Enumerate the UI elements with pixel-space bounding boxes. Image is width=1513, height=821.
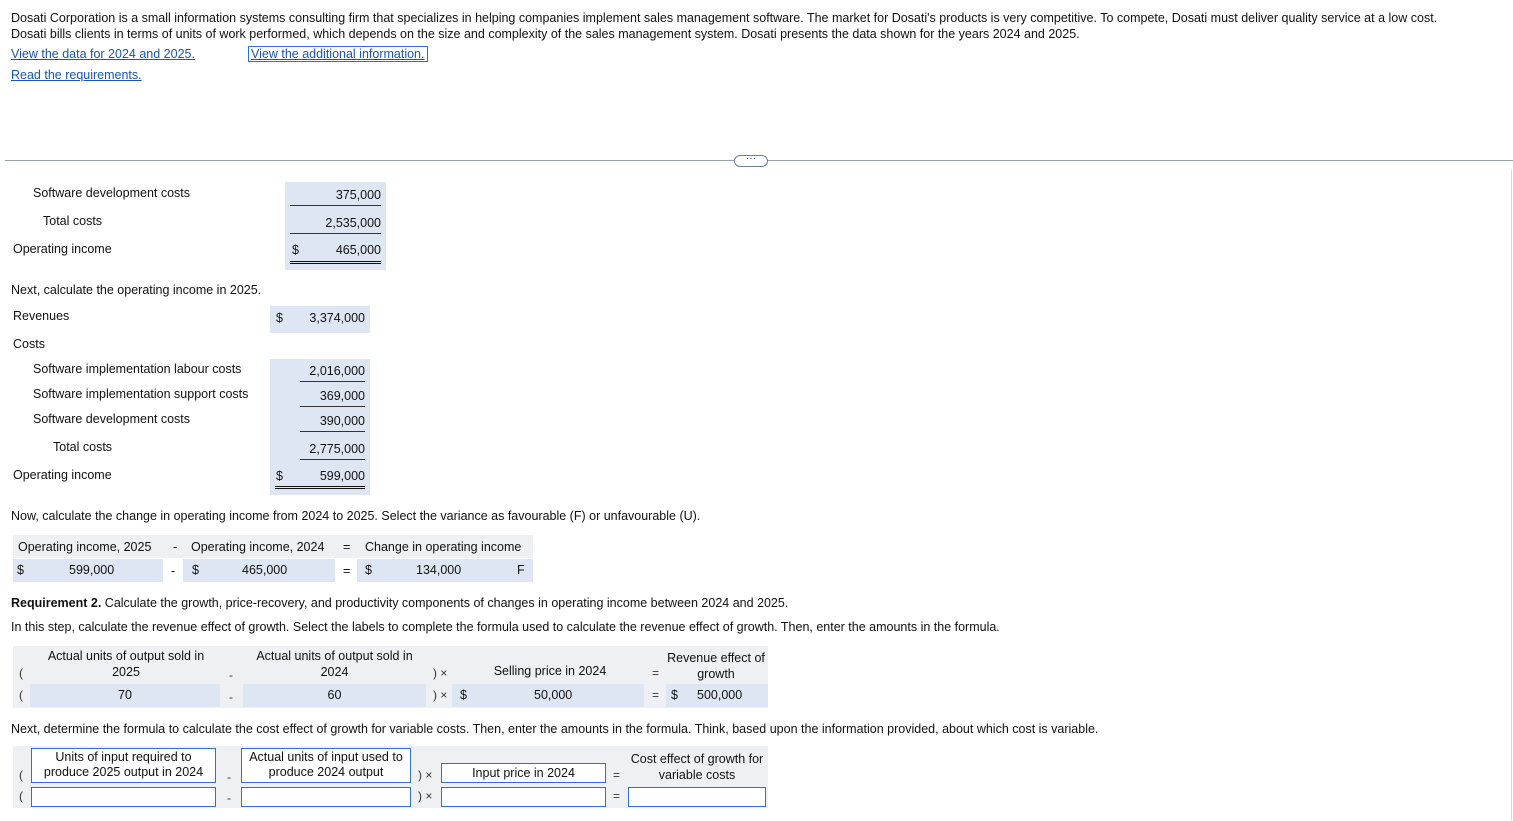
change-v2: 465,000 [242,563,288,577]
rev-v-effect: 500,000 [697,688,743,702]
y2024-dev-value: 375,000 [290,186,381,206]
rev-v-price: 50,000 [534,688,573,702]
y2025-heading: Next, calculate the operating income in 2025. [11,283,262,297]
change-result-cell [357,559,533,582]
change-variance-fu[interactable]: F [517,563,525,577]
change-cur-2: $ [192,563,199,577]
read-requirements-link[interactable]: Read the requirements. [11,68,142,82]
y2025-costs-label: Costs [13,337,45,351]
more-options-icon[interactable]: ··· [734,155,768,167]
cost-h-input-price[interactable]: Input price in 2024 [441,763,606,783]
change-oi2024-cell [183,559,335,582]
change-eq: = [343,564,351,578]
view-data-link[interactable]: View the data for 2024 and 2025. [11,47,195,61]
problem-intro [11,10,1501,42]
rev-v-times: ) × [433,688,448,702]
intro-line-2: Dosati bills clients in terms of units of work performed, which depends on the size and complexity of the sales management system. Dosati presents the data shown for the years 2024 and 2025. [11,27,1080,41]
y2024-total-label: Total costs [43,214,103,228]
rev-v-price-cell[interactable] [452,684,644,707]
rev-h-eq: = [652,666,660,680]
req2-text: Calculate the growth, price-recovery, and productivity components of changes in operating income between 2024 and 2025. [101,596,789,610]
cost-heading: Next, determine the formula to calculate the cost effect of growth for variable costs. Then, enter the amounts in the formula. Think, based upon the information provided, about which cost is variable. [11,722,1099,736]
y2025-oi-row [275,468,365,489]
change-minus: - [171,564,176,578]
cost-h-units-used[interactable]: Actual units of input used to produce 2024 output [241,748,411,783]
change-header-row [13,535,533,558]
cost-h-effect: Cost effect of growth for variable costs [630,752,764,782]
rev-h-effect: Revenue effect of growth [667,651,765,681]
change-heading: Now, calculate the change in operating income from 2024 to 2025. Select the variance as favourable (F) or unfavourable (U). [11,509,701,523]
change-cur-1: $ [17,563,24,577]
y2024-values-block [285,182,386,270]
cost-units-required-input[interactable] [31,787,216,807]
y2024-oi-value: 465,000 [335,243,381,257]
rev-open-paren: ( [19,666,23,680]
cost-input-price-input[interactable] [441,787,606,807]
rev-v-effect-currency: $ [671,688,678,702]
y2025-item-label-0: Software implementation labour costs [33,362,242,376]
y2025-oi-currency: $ [276,469,283,483]
change-h-oi2025: Operating income, 2025 [18,540,152,554]
change-oi2025-cell [13,559,163,582]
rev-h-times: ) × [433,666,448,680]
rev-v-eq: = [652,688,660,702]
rev-h-units-2025[interactable]: Actual units of output sold in 2025 [47,649,205,679]
y2024-oi-row [290,242,381,264]
y2025-revenues-block [270,306,370,333]
change-h-eq: = [343,540,351,554]
cost-open-paren: ( [19,768,23,782]
y2025-item-value-0: 2,016,000 [300,363,365,382]
view-additional-info-link[interactable]: View the additional information. [248,46,428,62]
cost-h-units-required[interactable]: Units of input required to produce 2025 output in 2024 [31,748,216,783]
intro-line-1: Dosati Corporation is a small information systems consulting firm that specializes in helping companies implement sales management software. The market for Dosati's products is very competitive. To compete, Dosati must deliver quality service at a low cost. [11,11,1438,25]
rev-h-price-2024[interactable]: Selling price in 2024 [493,664,607,678]
cost-v-minus: - [227,791,231,805]
y2025-total-label: Total costs [53,440,113,454]
change-v3: 134,000 [416,563,462,577]
cost-h-eq: = [613,768,621,782]
rev-open-paren-2: ( [19,688,23,702]
cost-effect-input[interactable] [628,787,766,807]
change-h-minus: - [173,540,178,554]
rev-v-units-2025[interactable]: 70 [30,684,220,707]
y2025-item-value-2: 390,000 [300,413,365,432]
rev-h-units-2024[interactable]: Actual units of output sold in 2024 [256,649,413,679]
rev-v-price-currency: $ [460,688,467,702]
cost-v-times: ) × [418,789,433,803]
req2-bold: Requirement 2. [11,596,102,610]
y2025-item-label-2: Software development costs [33,412,191,426]
y2025-oi-value: 599,000 [319,469,365,483]
change-h-oi2024: Operating income, 2024 [191,540,325,554]
rev-v-units-2024[interactable]: 60 [243,684,426,707]
rev-v-minus: - [229,690,233,704]
change-cur-3: $ [365,563,372,577]
rev-h-minus: - [229,668,233,682]
cost-h-minus: - [227,770,231,784]
y2024-oi-currency: $ [292,243,299,257]
rev-v-effect-cell[interactable] [666,684,768,707]
y2025-item-label-1: Software implementation support costs [33,387,249,401]
cost-h-times: ) × [418,768,433,782]
y2025-revenues-label: Revenues [13,309,70,323]
scroll-edge [1511,170,1512,820]
change-v1: 599,000 [69,563,115,577]
y2025-revenues-value: 3,374,000 [309,311,365,325]
change-h-change: Change in operating income [365,540,522,554]
y2024-total-value: 2,535,000 [290,214,381,234]
y2025-costs-block [270,359,370,495]
cost-v-eq: = [613,789,621,803]
req2-step: In this step, calculate the revenue effect of growth. Select the labels to complete the formula used to calculate the revenue effect of growth. Then, enter the amounts in the formula. [11,620,1000,634]
y2024-oi-label: Operating income [13,242,112,256]
y2025-item-value-1: 369,000 [300,388,365,407]
y2025-oi-label: Operating income [13,468,112,482]
y2025-revenues-currency: $ [276,311,283,325]
y2025-total-value: 2,775,000 [300,441,365,460]
cost-units-used-input[interactable] [241,787,411,807]
req2-heading [11,596,788,610]
y2024-dev-label: Software development costs [33,186,191,200]
cost-open-paren-2: ( [19,789,23,803]
